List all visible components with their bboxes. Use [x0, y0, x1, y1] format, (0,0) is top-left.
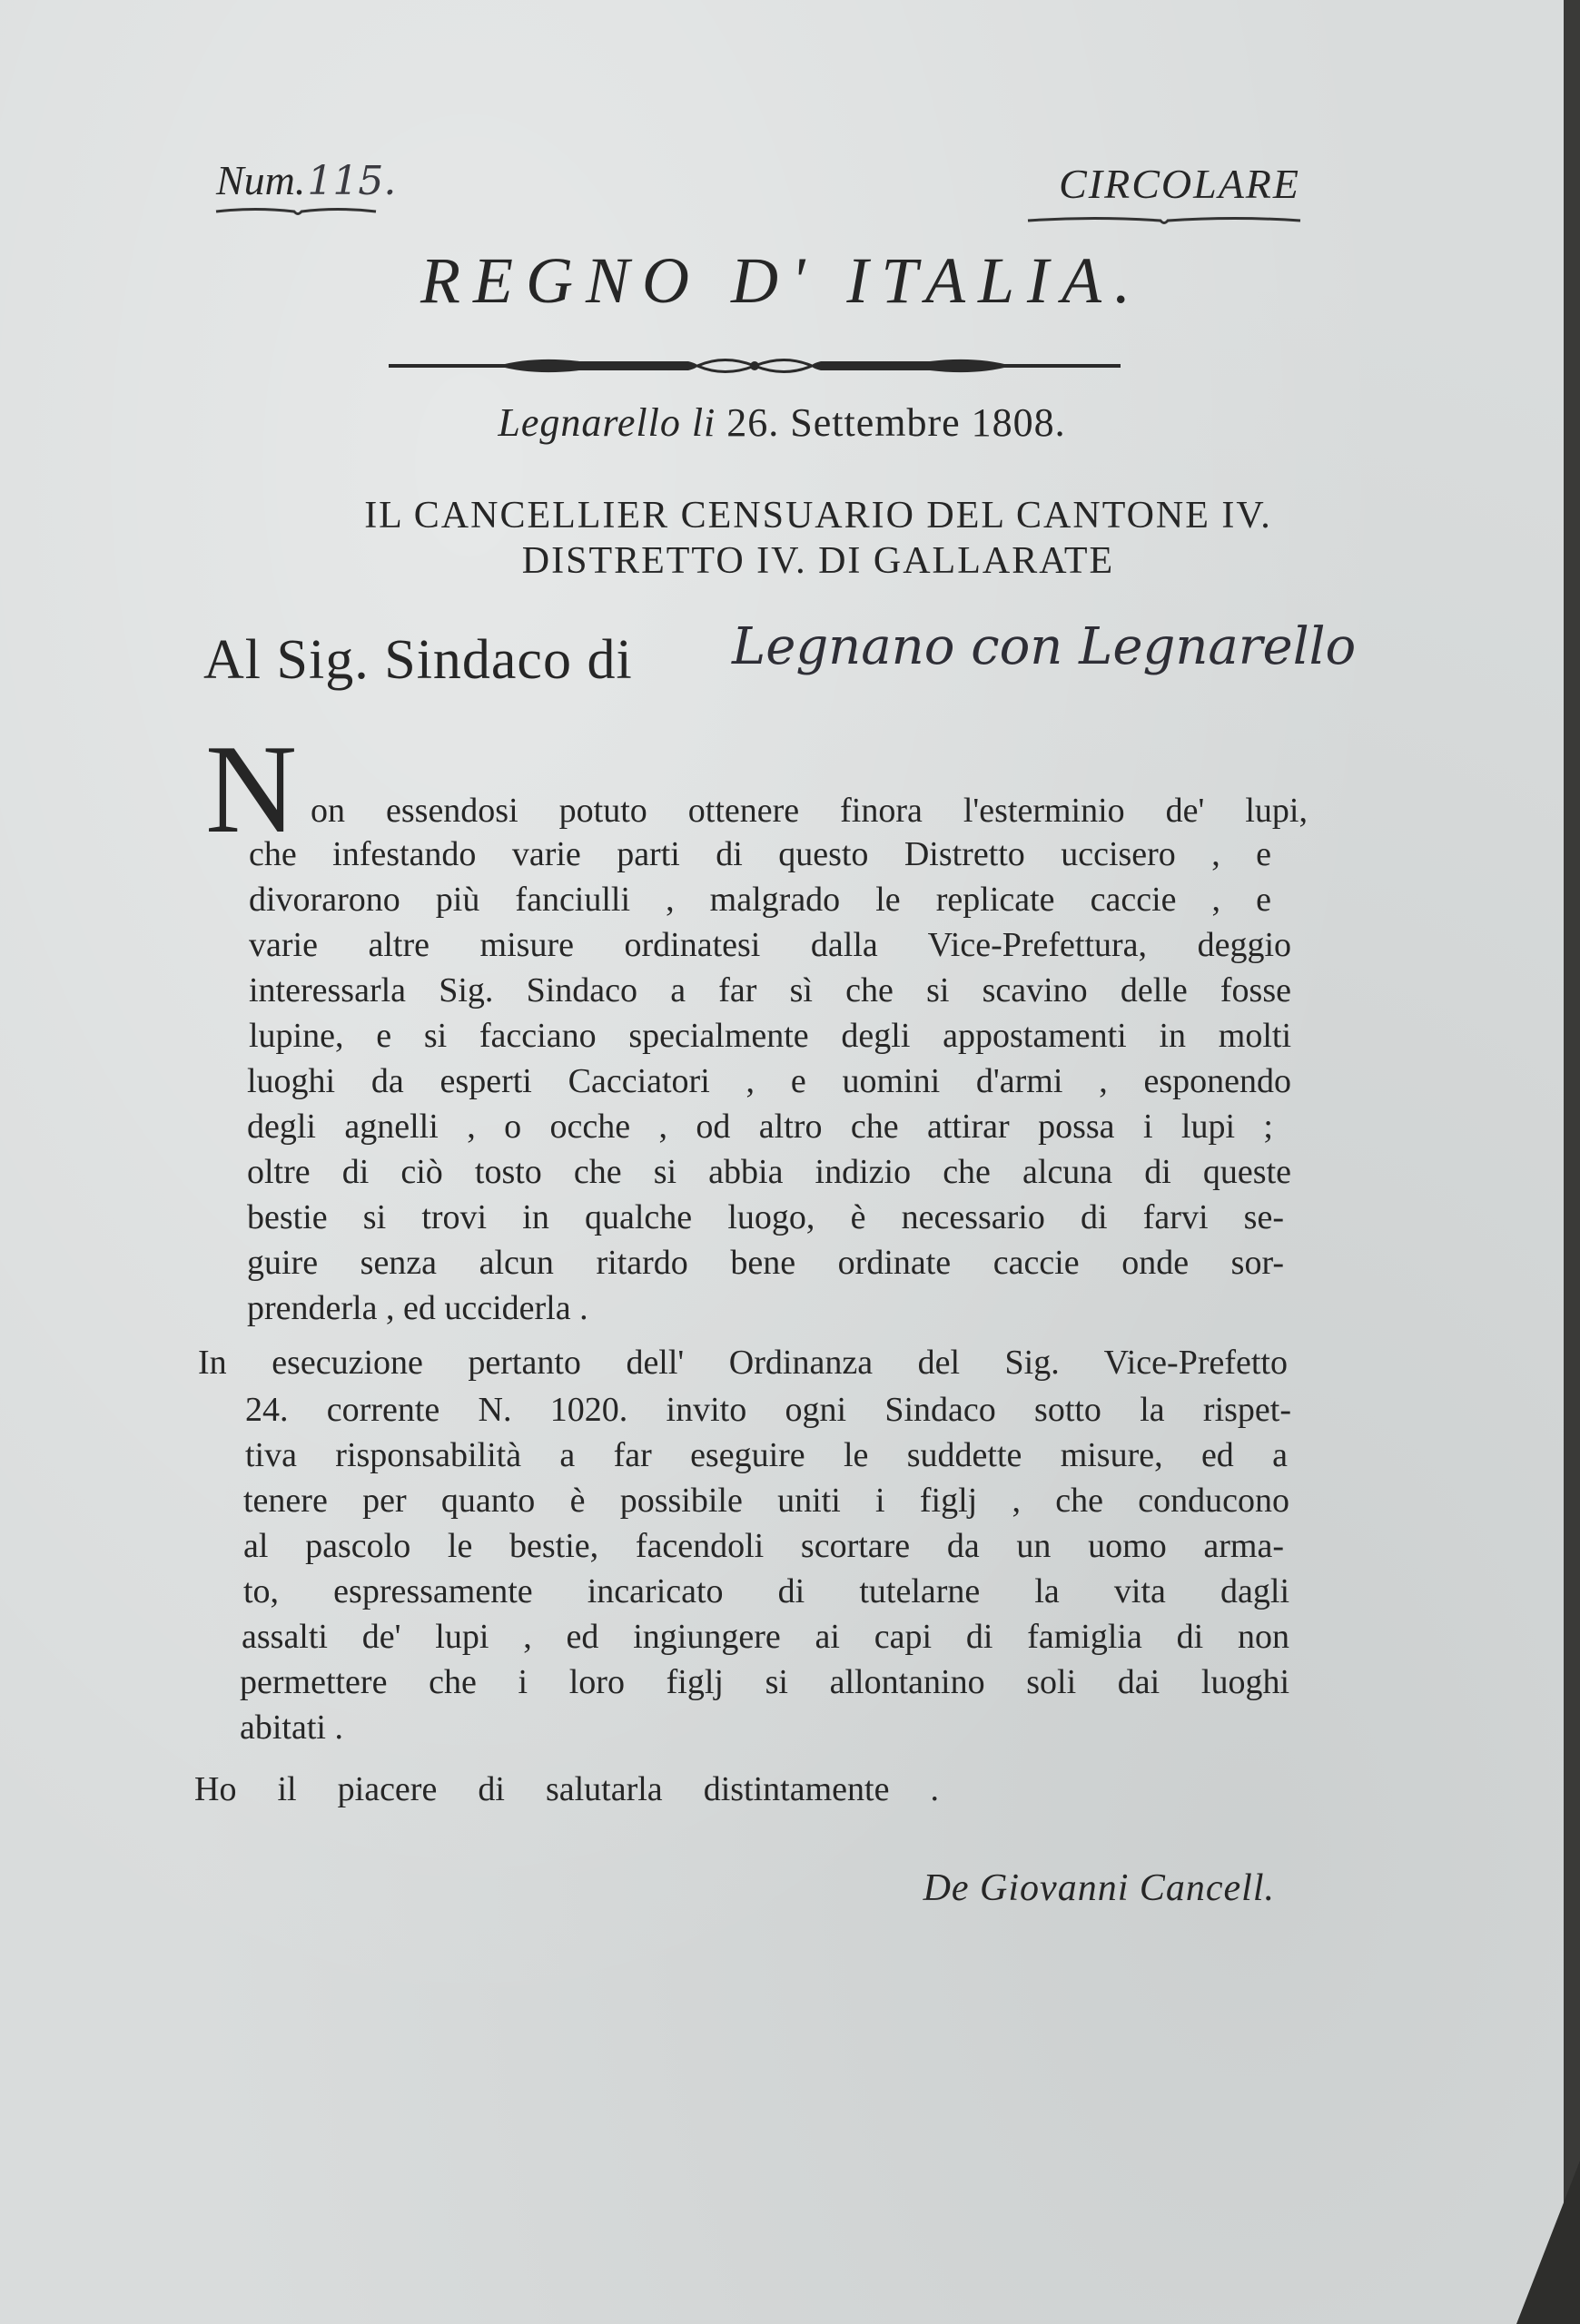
number-underline-ornament: [214, 205, 378, 218]
body-line: assalti de' lupi , ed ingiungere ai capi di famiglia di non: [242, 1618, 1289, 1656]
body-line: tiva risponsabilità a far eseguire le suddette misure, ed a: [245, 1436, 1288, 1474]
body-line: al pascolo le bestie, facendoli scortare da un uomo arma-: [243, 1527, 1284, 1565]
body-line: tenere per quanto è possibile uniti i figlj , che conducono: [243, 1482, 1289, 1520]
body-line: varie altre misure ordinatesi dalla Vice-Prefettura, deggio: [249, 926, 1291, 964]
addressee-handwritten: Legnano con Legnarello: [732, 617, 1357, 676]
place-name: Legnarello: [498, 400, 681, 445]
body-line: 24. corrente N. 1020. invito ogni Sindaco sotto la rispet-: [245, 1391, 1291, 1429]
number-label: Num.: [216, 157, 306, 203]
page-corner-shadow: [1516, 2161, 1580, 2324]
place-date-li: li: [691, 400, 716, 445]
handwritten-number: 115.: [307, 158, 397, 204]
document-title: REGNO D' ITALIA.: [420, 244, 1144, 317]
issuer-heading-line1: IL CANCELLIER CENSUARIO DEL CANTONE IV.: [364, 495, 1272, 537]
date: 26. Settembre 1808.: [726, 400, 1066, 445]
drop-cap: N: [205, 719, 298, 860]
body-line: on essendosi potuto ottenere finora l'esterminio de' lupi,: [311, 792, 1308, 830]
place-and-date: [0, 399, 1564, 446]
body-line: In esecuzione pertanto dell' Ordinanza del Sig. Vice-Prefetto: [198, 1344, 1288, 1382]
signature: De Giovanni Cancell.: [923, 1867, 1275, 1909]
body-line: interessarla Sig. Sindaco a far sì che si scavino delle fosse: [249, 971, 1291, 1009]
circolare-underline-ornament: [1026, 214, 1302, 227]
body-line: luoghi da esperti Cacciatori , e uomini d'armi , esponendo: [247, 1062, 1291, 1100]
body-line: divorarono più fanciulli , malgrado le replicate caccie , e: [249, 881, 1271, 919]
circular-type-label: CIRCOLARE: [1059, 161, 1300, 207]
body-line: prenderla , ed ucciderla .: [247, 1289, 588, 1327]
closing-line: Ho il piacere di salutarla distintamente .: [194, 1770, 939, 1808]
body-line: abitati .: [240, 1709, 343, 1747]
addressee-printed: Al Sig. Sindaco di: [203, 629, 633, 691]
body-line: bestie si trovi in qualche luogo, è necessario di farvi se-: [247, 1198, 1284, 1236]
issuer-heading-line2: DISTRETTO IV. DI GALLARATE: [521, 540, 1115, 582]
body-line: degli agnelli , o ocche , od altro che attirar possa i lupi ;: [247, 1108, 1273, 1146]
body-line: guire senza alcun ritardo bene ordinate caccie onde sor-: [247, 1244, 1284, 1282]
body-line: oltre di ciò tosto che si abbia indizio che alcuna di queste: [247, 1153, 1291, 1191]
body-line: che infestando varie parti di questo Distretto uccisero , e: [249, 835, 1271, 873]
body-line: lupine, e si facciano specialmente degli appostamenti in molti: [249, 1017, 1291, 1055]
body-line: to, espressamente incaricato di tutelarne la vita dagli: [243, 1572, 1289, 1610]
body-line: permettere che i loro figlj si allontanino soli dai luoghi: [240, 1663, 1289, 1701]
title-rule-ornament: [389, 352, 1121, 379]
circular-number: [216, 156, 396, 204]
